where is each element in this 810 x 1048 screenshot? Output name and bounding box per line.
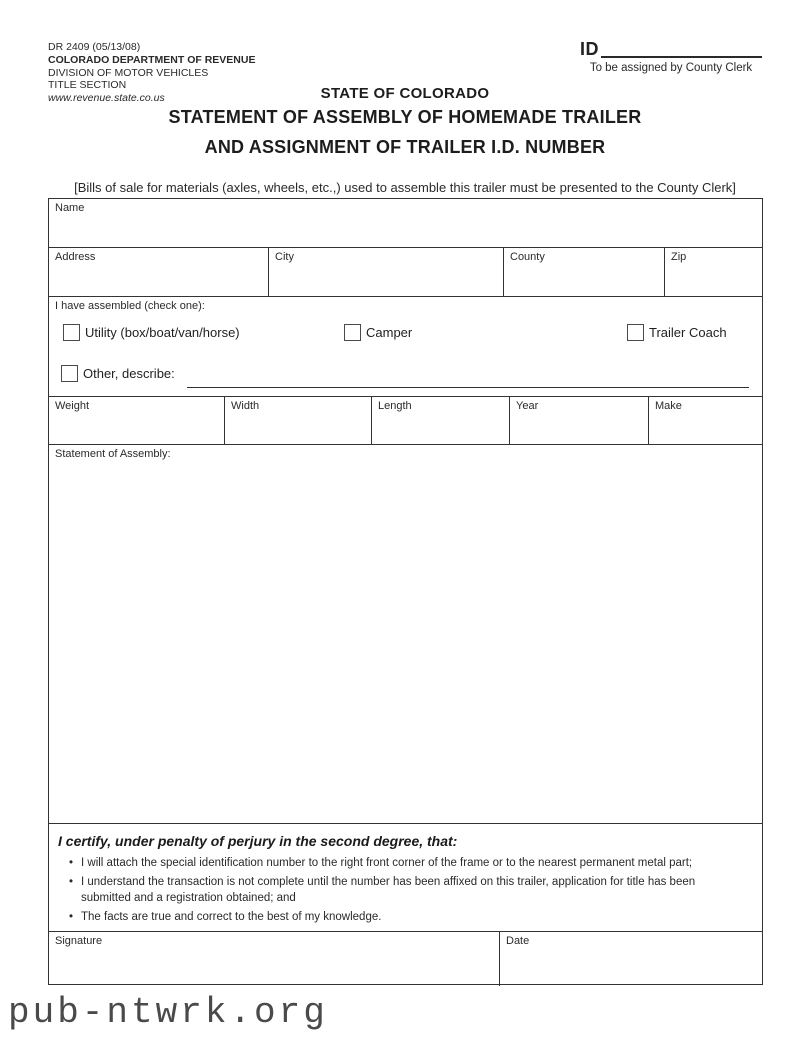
name-label: Name: [55, 202, 85, 214]
other-label: Other, describe:: [83, 366, 175, 381]
make-field[interactable]: [648, 397, 762, 444]
trailer-coach-label: Trailer Coach: [649, 325, 727, 340]
year-field[interactable]: [509, 397, 648, 444]
make-label: Make: [655, 400, 682, 412]
utility-label: Utility (box/boat/van/horse): [85, 325, 240, 340]
id-fill-line[interactable]: [601, 42, 762, 58]
trailer-coach-checkbox[interactable]: [627, 324, 644, 341]
checkbox-option-utility[interactable]: [63, 324, 240, 341]
county-field[interactable]: [503, 248, 664, 296]
dimensions-row: [49, 396, 762, 444]
form-title-line1: STATEMENT OF ASSEMBLY OF HOMEMADE TRAILER: [168, 107, 642, 127]
checkbox-option-other[interactable]: [61, 365, 175, 382]
address-row: [49, 247, 762, 296]
id-assignment: [580, 40, 762, 74]
signature-label: Signature: [55, 935, 103, 947]
width-field[interactable]: [224, 397, 371, 444]
statement-of-assembly-label: Statement of Assembly:: [55, 448, 171, 460]
id-label: ID: [580, 39, 599, 59]
certification-bullet-list: [49, 849, 762, 925]
camper-checkbox[interactable]: [344, 324, 361, 341]
name-row: [49, 199, 762, 247]
state-title: STATE OF COLORADO: [320, 85, 490, 102]
checkbox-option-trailer-coach[interactable]: [627, 324, 727, 341]
year-label: Year: [516, 400, 539, 412]
certification-bullet: • I understand the transaction is not complete until the number has been affixed on this trailer, application for title has been submitted and a registration obtained; and: [69, 874, 748, 906]
division-name: DIVISION OF MOTOR VEHICLES: [48, 66, 209, 79]
date-field[interactable]: [499, 932, 762, 986]
weight-field[interactable]: [49, 397, 224, 444]
section-name: TITLE SECTION: [48, 79, 127, 92]
certification-bullet: • The facts are true and correct to the best of my knowledge.: [69, 909, 748, 925]
checkbox-option-camper[interactable]: [344, 324, 412, 341]
signature-row: [49, 931, 762, 986]
statement-of-assembly-field[interactable]: [49, 444, 762, 823]
form-number: DR 2409 (05/13/08): [48, 41, 141, 53]
signature-field[interactable]: [49, 932, 499, 986]
form-title-line2: AND ASSIGNMENT OF TRAILER I.D. NUMBER: [204, 137, 606, 157]
other-checkbox[interactable]: [61, 365, 78, 382]
city-field[interactable]: [268, 248, 503, 296]
watermark-text: pub-ntwrk.org: [8, 992, 328, 1033]
agency-website: www.revenue.state.co.us: [48, 92, 165, 105]
address-label: Address: [55, 251, 96, 263]
name-field[interactable]: [49, 199, 762, 247]
length-label: Length: [378, 400, 412, 412]
other-describe-line[interactable]: [187, 387, 749, 388]
bills-of-sale-notice: [Bills of sale for materials (axles, wheels, etc.,) used to assemble this trailer must be presented to the County Clerk]: [74, 180, 736, 195]
city-label: City: [275, 251, 294, 263]
certification-bullet: • I will attach the special identification number to the right front corner of the frame or to the nearest permanent metal part;: [69, 855, 748, 871]
date-label: Date: [506, 935, 530, 947]
county-label: County: [510, 251, 545, 263]
assembled-section: [49, 296, 762, 396]
assembled-label: I have assembled (check one):: [55, 300, 205, 312]
camper-label: Camper: [366, 325, 413, 340]
weight-label: Weight: [55, 400, 90, 412]
zip-label: Zip: [671, 251, 687, 263]
id-note: To be assigned by County Clerk: [589, 62, 753, 74]
form-body: [48, 198, 763, 985]
zip-field[interactable]: [664, 248, 762, 296]
certification-heading: I certify, under penalty of perjury in the second degree, that:: [58, 833, 458, 849]
department-name: COLORADO DEPARTMENT OF REVENUE: [48, 53, 256, 66]
length-field[interactable]: [371, 397, 509, 444]
certification-section: [49, 823, 762, 931]
address-field[interactable]: [49, 248, 268, 296]
width-label: Width: [231, 400, 260, 412]
utility-checkbox[interactable]: [63, 324, 80, 341]
